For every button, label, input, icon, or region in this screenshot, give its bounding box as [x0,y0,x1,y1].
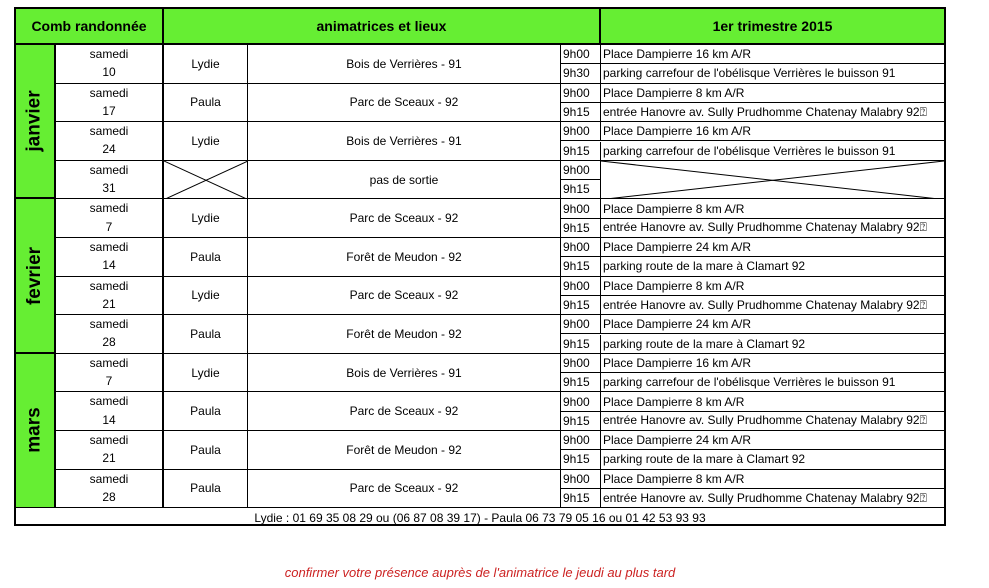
meeting-point-1: Place Dampierre 24 km A/R [601,431,944,450]
departure-time-1: 9h00 [561,84,601,103]
day-cell [56,277,164,316]
departure-time-2: 9h15 [561,296,601,315]
departure-time-1: 9h00 [561,161,601,180]
day-date: 10 [102,65,116,80]
schedule-table [14,7,946,526]
departure-time-1: 9h00 [561,354,601,373]
day-name: samedi [89,317,129,332]
leader-cell: Paula [164,238,248,277]
departure-time-1: 9h00 [561,238,601,257]
day-date: 14 [102,412,116,427]
departure-time-2: 9h15 [561,142,601,161]
leader-cell: Paula [164,431,248,470]
day-date: 17 [102,103,116,118]
place-cell: Forêt de Meudon - 92 [248,238,561,277]
place-cell: Parc de Sceaux - 92 [248,392,561,431]
month-label-cell [16,45,56,199]
meeting-point-2: entrée Hanovre av. Sully Prudhomme Chatenay Malabry 92⍰ [601,412,944,431]
day-name: samedi [89,278,129,293]
departure-time-2: 9h15 [561,103,601,122]
header-animatrices-lieux: animatrices et lieux [164,9,601,45]
day-cell [56,431,164,470]
departure-time-2: 9h15 [561,373,601,392]
departure-time-2: 9h15 [561,180,601,199]
day-name: samedi [89,433,129,447]
place-cell: Bois de Verrières - 91 [248,354,561,393]
day-date: 21 [102,296,116,311]
departure-time-1: 9h00 [561,45,601,64]
place-cell: Forêt de Meudon - 92 [248,315,561,354]
meeting-point-2: parking carrefour de l'obélisque Verrières le buisson 91 [601,142,944,161]
leader-cell: Lydie [164,199,248,238]
meeting-point-cancelled [601,161,944,200]
leader-cell: Paula [164,84,248,123]
day-date: 7 [105,374,113,389]
meeting-point-2: entrée Hanovre av. Sully Prudhomme Chatenay Malabry 92⍰ [601,489,944,508]
cancel-cross-icon [164,161,248,200]
month-label: mars [24,407,46,454]
confirmation-note: confirmer votre présence auprès de l'animatrice le jeudi au plus tard [284,565,676,580]
departure-time-1: 9h00 [561,277,601,296]
departure-time-2: 9h15 [561,257,601,276]
meeting-point-2: parking route de la mare à Clamart 92 [601,450,944,469]
month-label: janvier [24,90,46,152]
meeting-point-1: Place Dampierre 8 km A/R [601,470,944,489]
day-name: samedi [89,85,129,100]
day-date: 7 [105,219,113,234]
leader-cell: Paula [164,315,248,354]
leader-cell: Lydie [164,277,248,316]
departure-time-1: 9h00 [561,199,601,218]
departure-time-1: 9h00 [561,431,601,450]
day-cell [56,315,164,354]
meeting-point-2: parking route de la mare à Clamart 92 [601,257,944,276]
contact-footer: Lydie : 01 69 35 08 29 ou (06 87 08 39 17) - Paula 06 73 79 05 16 ou 01 42 53 93 93 [254,510,706,525]
departure-time-2: 9h15 [561,219,601,238]
month-label-cell [16,199,56,353]
leader-cell: Paula [164,470,248,509]
cancel-cross-icon [601,161,944,200]
leader-cell: Lydie [164,354,248,393]
day-cell [56,84,164,123]
day-cell [56,238,164,277]
departure-time-1: 9h00 [561,315,601,334]
place-cell: Bois de Verrières - 91 [248,45,561,84]
leader-cell: Lydie [164,122,248,161]
meeting-point-1: Place Dampierre 16 km A/R [601,45,944,64]
departure-time-1: 9h00 [561,392,601,411]
leader-cell-cancelled [164,161,248,200]
day-cell [56,470,164,509]
day-name: samedi [89,162,129,177]
day-date: 21 [102,451,116,466]
meeting-point-2: parking carrefour de l'obélisque Verrières le buisson 91 [601,64,944,83]
day-cell [56,392,164,431]
day-cell [56,122,164,161]
day-date: 28 [102,335,116,350]
meeting-point-1: Place Dampierre 8 km A/R [601,277,944,296]
header-trimestre: 1er trimestre 2015 [601,9,944,45]
meeting-point-1: Place Dampierre 24 km A/R [601,238,944,257]
departure-time-2: 9h15 [561,450,601,469]
day-cell [56,161,164,200]
month-label-cell [16,354,56,508]
departure-time-1: 9h00 [561,122,601,141]
place-cell: Parc de Sceaux - 92 [248,84,561,123]
leader-cell: Paula [164,392,248,431]
departure-time-2: 9h15 [561,412,601,431]
leader-cell: Lydie [164,45,248,84]
day-name: samedi [89,394,129,409]
day-name: samedi [89,47,129,61]
meeting-point-1: Place Dampierre 8 km A/R [601,199,944,218]
day-date: 24 [102,142,116,157]
meeting-point-1: Place Dampierre 16 km A/R [601,354,944,373]
meeting-point-2: parking carrefour de l'obélisque Verrières le buisson 91 [601,373,944,392]
place-cell: Parc de Sceaux - 92 [248,470,561,509]
meeting-point-1: Place Dampierre 8 km A/R [601,84,944,103]
month-label: fevrier [24,246,46,305]
departure-time-2: 9h15 [561,489,601,508]
day-date: 14 [102,258,116,273]
day-name: samedi [89,201,129,216]
day-cell [56,45,164,84]
place-cell: Forêt de Meudon - 92 [248,431,561,470]
meeting-point-1: Place Dampierre 16 km A/R [601,122,944,141]
departure-time-1: 9h00 [561,470,601,489]
day-date: 31 [102,181,116,196]
day-name: samedi [89,355,129,370]
place-cell: pas de sortie [248,161,561,200]
place-cell: Parc de Sceaux - 92 [248,199,561,238]
day-name: samedi [89,124,129,139]
day-name: samedi [89,240,129,254]
departure-time-2: 9h30 [561,64,601,83]
meeting-point-1: Place Dampierre 24 km A/R [601,315,944,334]
meeting-point-2: parking route de la mare à Clamart 92 [601,335,944,354]
meeting-point-1: Place Dampierre 8 km A/R [601,392,944,411]
place-cell: Parc de Sceaux - 92 [248,277,561,316]
meeting-point-2: entrée Hanovre av. Sully Prudhomme Chatenay Malabry 92⍰ [601,103,944,122]
day-cell [56,199,164,238]
place-cell: Bois de Verrières - 91 [248,122,561,161]
meeting-point-2: entrée Hanovre av. Sully Prudhomme Chatenay Malabry 92⍰ [601,296,944,315]
day-date: 28 [102,489,116,504]
header-comb-randonnee: Comb randonnée [16,9,164,45]
departure-time-2: 9h15 [561,335,601,354]
day-name: samedi [89,471,129,486]
day-cell [56,354,164,393]
meeting-point-2: entrée Hanovre av. Sully Prudhomme Chatenay Malabry 92⍰ [601,219,944,238]
